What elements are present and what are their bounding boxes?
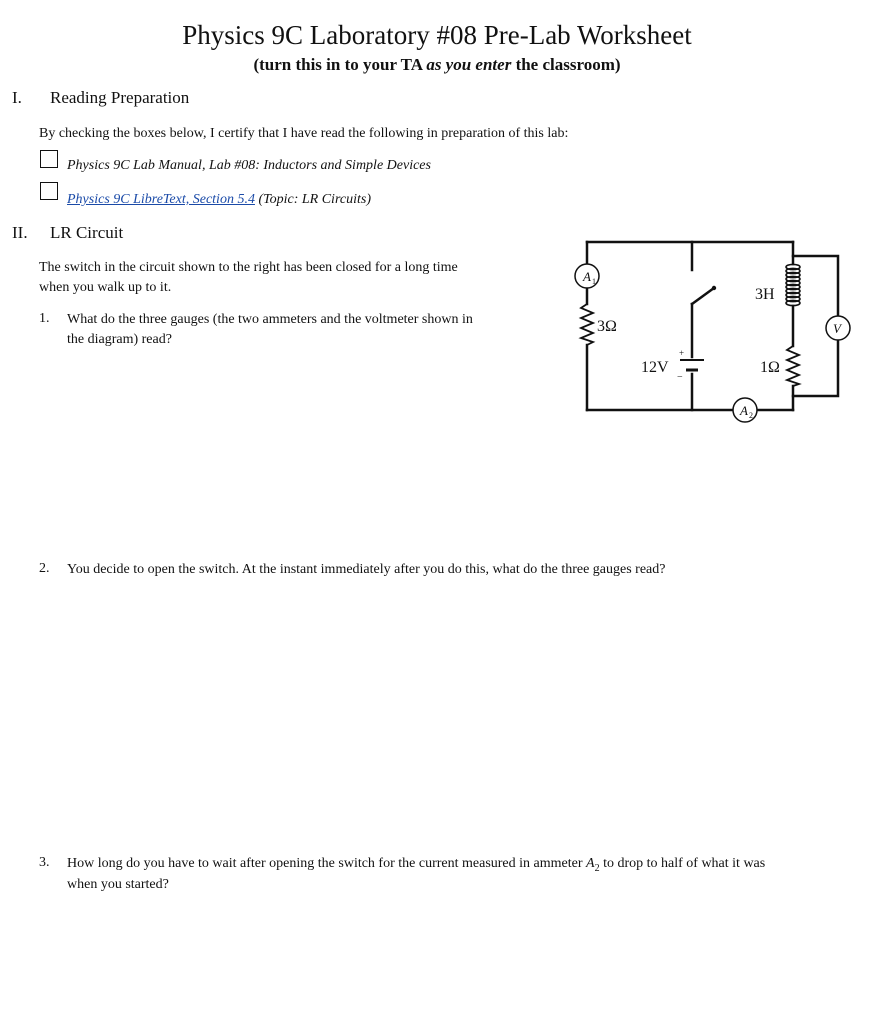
reading-checkbox-lab-manual[interactable]	[40, 150, 58, 168]
question3-number: 3.	[39, 855, 50, 870]
question1-line2: the diagram) read?	[67, 332, 172, 347]
question3-ammeter-var: A	[586, 856, 595, 871]
battery-plus: +	[679, 348, 685, 358]
section1-intro: By checking the boxes below, I certify that I have read the following in preparation of this lab:	[39, 126, 569, 141]
subtitle-part1: (turn this in to your TA	[253, 55, 423, 74]
inductor-label: 3H	[755, 286, 775, 303]
question2-text: You decide to open the switch. At the instant immediately after you do this, what do the three gauges read?	[67, 562, 666, 577]
inductor-coil	[786, 264, 800, 305]
resistor-right-label: 1Ω	[760, 359, 780, 376]
switch-contact	[712, 286, 716, 290]
resistor-left-label: 3Ω	[597, 318, 617, 335]
wire-voltmeter-bottom	[793, 341, 838, 396]
ammeter-a2-label: A	[740, 403, 748, 418]
reading-checkbox-libretext[interactable]	[40, 182, 58, 200]
question3-line2: when you started?	[67, 877, 169, 892]
question3-text-b: to drop to half of what it was	[599, 856, 766, 871]
section2-intro-line2: when you walk up to it.	[39, 280, 172, 295]
section1-number: I.	[12, 88, 22, 107]
question1-line1: What do the three gauges (the two ammeters and the voltmeter shown in	[67, 312, 473, 327]
libretext-topic: (Topic: LR Circuits)	[254, 192, 371, 207]
lr-circuit-diagram	[560, 230, 860, 435]
question3-ammeter-sub: 2	[594, 862, 600, 874]
battery-label: 12V	[641, 359, 669, 376]
reading-item-lab-manual: Physics 9C Lab Manual, Lab #08: Inductors and Simple Devices	[67, 158, 431, 173]
resistor-left	[581, 304, 593, 345]
subtitle-italic: as you enter	[426, 55, 512, 74]
switch-blade	[692, 288, 714, 304]
reading-item-libretext	[67, 190, 371, 210]
section2-intro-line1: The switch in the circuit shown to the right has been closed for a long time	[39, 260, 458, 275]
question2-number: 2.	[39, 561, 50, 576]
section2-number: II.	[12, 223, 28, 242]
page-title: Physics 9C Laboratory #08 Pre-Lab Worksheet	[182, 20, 692, 50]
section2-title: LR Circuit	[50, 223, 124, 242]
libretext-link[interactable]: Physics 9C LibreText, Section 5.4	[67, 192, 255, 207]
question3-line1	[67, 854, 765, 879]
ammeter-a1-label: A	[583, 269, 591, 284]
page-subtitle	[0, 55, 874, 75]
voltmeter-label: V	[833, 321, 841, 336]
subtitle-part2: the classroom)	[515, 55, 621, 74]
section1-title: Reading Preparation	[50, 88, 190, 107]
ammeter-a2-sub: 2	[749, 411, 753, 420]
question3-text-a: How long do you have to wait after opening the switch for the current measured in ammeter	[67, 856, 587, 871]
question1-number: 1.	[39, 311, 50, 326]
battery-minus: −	[677, 372, 683, 383]
ammeter-a1-sub: 1	[592, 277, 596, 286]
resistor-right	[787, 346, 799, 386]
